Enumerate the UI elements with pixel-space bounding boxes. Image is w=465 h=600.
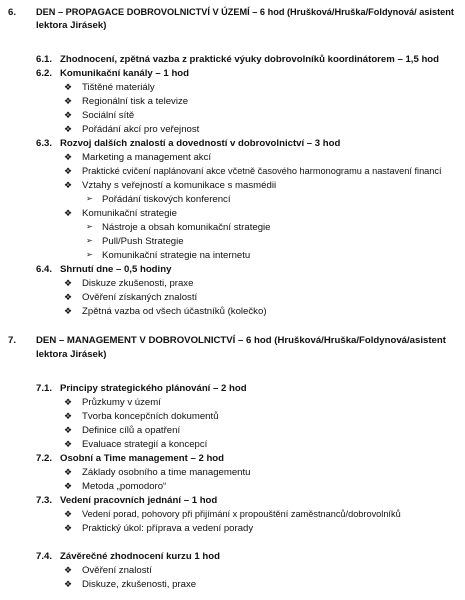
subsection-title: Závěrečné zhodnocení kurzu 1 hod (60, 551, 220, 562)
list-item: Vedení porad, pohovory při přijímání x propouštění zaměstnanců/dobrovolníků (82, 509, 401, 519)
subsection-title: Shrnutí dne – 0,5 hodiny (60, 264, 172, 275)
list-item: Tištěné materiály (82, 82, 155, 93)
list-subitem: Pull/Push Strategie (102, 236, 184, 247)
subsection-number: 6.1. (36, 54, 53, 65)
subsection-number: 6.4. (36, 264, 53, 275)
list-item: Základy osobního a time managementu (82, 467, 251, 478)
list-item: Praktický úkol: příprava a vedení porady (82, 523, 254, 534)
bullet-icon: ❖ (64, 110, 73, 120)
list-item: Marketing a management akcí (82, 152, 212, 163)
bullet-icon: ❖ (64, 397, 73, 407)
list-item: Průzkumy v území (82, 397, 161, 408)
bullet-icon: ❖ (64, 96, 73, 106)
bullet-icon: ❖ (64, 411, 73, 421)
subsection-title: Komunikační kanály – 1 hod (60, 68, 190, 79)
list-item: Evaluace strategií a koncepcí (82, 439, 208, 450)
subsection-number: 7.4. (36, 551, 53, 562)
list-item: Sociální sítě (82, 110, 135, 121)
subsection-number: 6.3. (36, 138, 53, 149)
section-heading-continued: lektora Jirásek) (36, 20, 107, 31)
list-item: Zpětná vazba od všech účastníků (kolečko) (82, 306, 267, 317)
list-subitem: Komunikační strategie na internetu (102, 250, 251, 261)
list-item: Definice cílů a opatření (82, 425, 181, 436)
subsection-number: 6.2. (36, 68, 53, 79)
arrow-bullet-icon: ➢ (86, 194, 93, 203)
subsection-title: Rozvoj dalších znalostí a dovedností v dobrovolnictví – 3 hod (60, 138, 341, 149)
bullet-icon: ❖ (64, 180, 73, 190)
bullet-icon: ❖ (64, 166, 73, 176)
bullet-icon: ❖ (64, 292, 73, 302)
section-heading: DEN – MANAGEMENT V DOBROVOLNICTVÍ – 6 hod (Hrušková/Hruška/Foldynová/asistent (36, 335, 446, 346)
list-item: Ověření získaných znalostí (82, 292, 198, 303)
bullet-icon: ❖ (64, 208, 73, 218)
subsection-title: Zhodnocení, zpětná vazba z praktické výuky dobrovolníků koordinátorem – 1,5 hod (60, 54, 440, 65)
list-item: Komunikační strategie (82, 208, 177, 219)
subsection-title: Osobní a Time management – 2 hod (60, 453, 225, 464)
bullet-icon: ❖ (64, 523, 73, 533)
section-number: 6. (8, 7, 17, 18)
bullet-icon: ❖ (64, 579, 73, 589)
list-item: Praktické cvičení naplánovaní akce včetně časového harmonogramu a nastavení financí (82, 166, 442, 176)
section-heading-continued: lektora Jirásek) (36, 349, 107, 360)
list-subitem: Nástroje a obsah komunikační strategie (102, 222, 271, 233)
bullet-icon: ❖ (64, 481, 73, 491)
bullet-icon: ❖ (64, 278, 73, 288)
bullet-icon: ❖ (64, 82, 73, 92)
subsection-number: 7.2. (36, 453, 53, 464)
arrow-bullet-icon: ➢ (86, 250, 93, 259)
list-item: Pořádání akcí pro veřejnost (82, 124, 200, 135)
list-item: Regionální tisk a televize (82, 96, 189, 107)
bullet-icon: ❖ (64, 439, 73, 449)
bullet-icon: ❖ (64, 425, 73, 435)
subsection-number: 7.3. (36, 495, 53, 506)
subsection-number: 7.1. (36, 383, 53, 394)
bullet-icon: ❖ (64, 152, 73, 162)
section-heading: DEN – PROPAGACE DOBROVOLNICTVÍ V ÚZEMÍ – 6 hod (Hrušková/Hruška/Foldynová/ asistent (36, 7, 454, 17)
subsection-title: Vedení pracovních jednání – 1 hod (60, 495, 218, 506)
bullet-icon: ❖ (64, 467, 73, 477)
arrow-bullet-icon: ➢ (86, 222, 93, 231)
subsection-title: Principy strategického plánování – 2 hod (60, 383, 247, 394)
bullet-icon: ❖ (64, 565, 73, 575)
arrow-bullet-icon: ➢ (86, 236, 93, 245)
list-item: Diskuze, zkušenosti, praxe (82, 579, 197, 590)
section-number: 7. (8, 335, 17, 346)
list-subitem: Pořádání tiskových konferencí (102, 194, 231, 205)
list-item: Ověření znalostí (82, 565, 152, 576)
bullet-icon: ❖ (64, 509, 73, 519)
list-item: Vztahy s veřejností a komunikace s masmédii (82, 180, 277, 191)
list-item: Diskuze zkušenosti, praxe (82, 278, 194, 289)
list-item: Metoda „pomodoro“ (82, 481, 167, 492)
bullet-icon: ❖ (64, 306, 73, 316)
bullet-icon: ❖ (64, 124, 73, 134)
list-item: Tvorba koncepčních dokumentů (82, 411, 219, 422)
